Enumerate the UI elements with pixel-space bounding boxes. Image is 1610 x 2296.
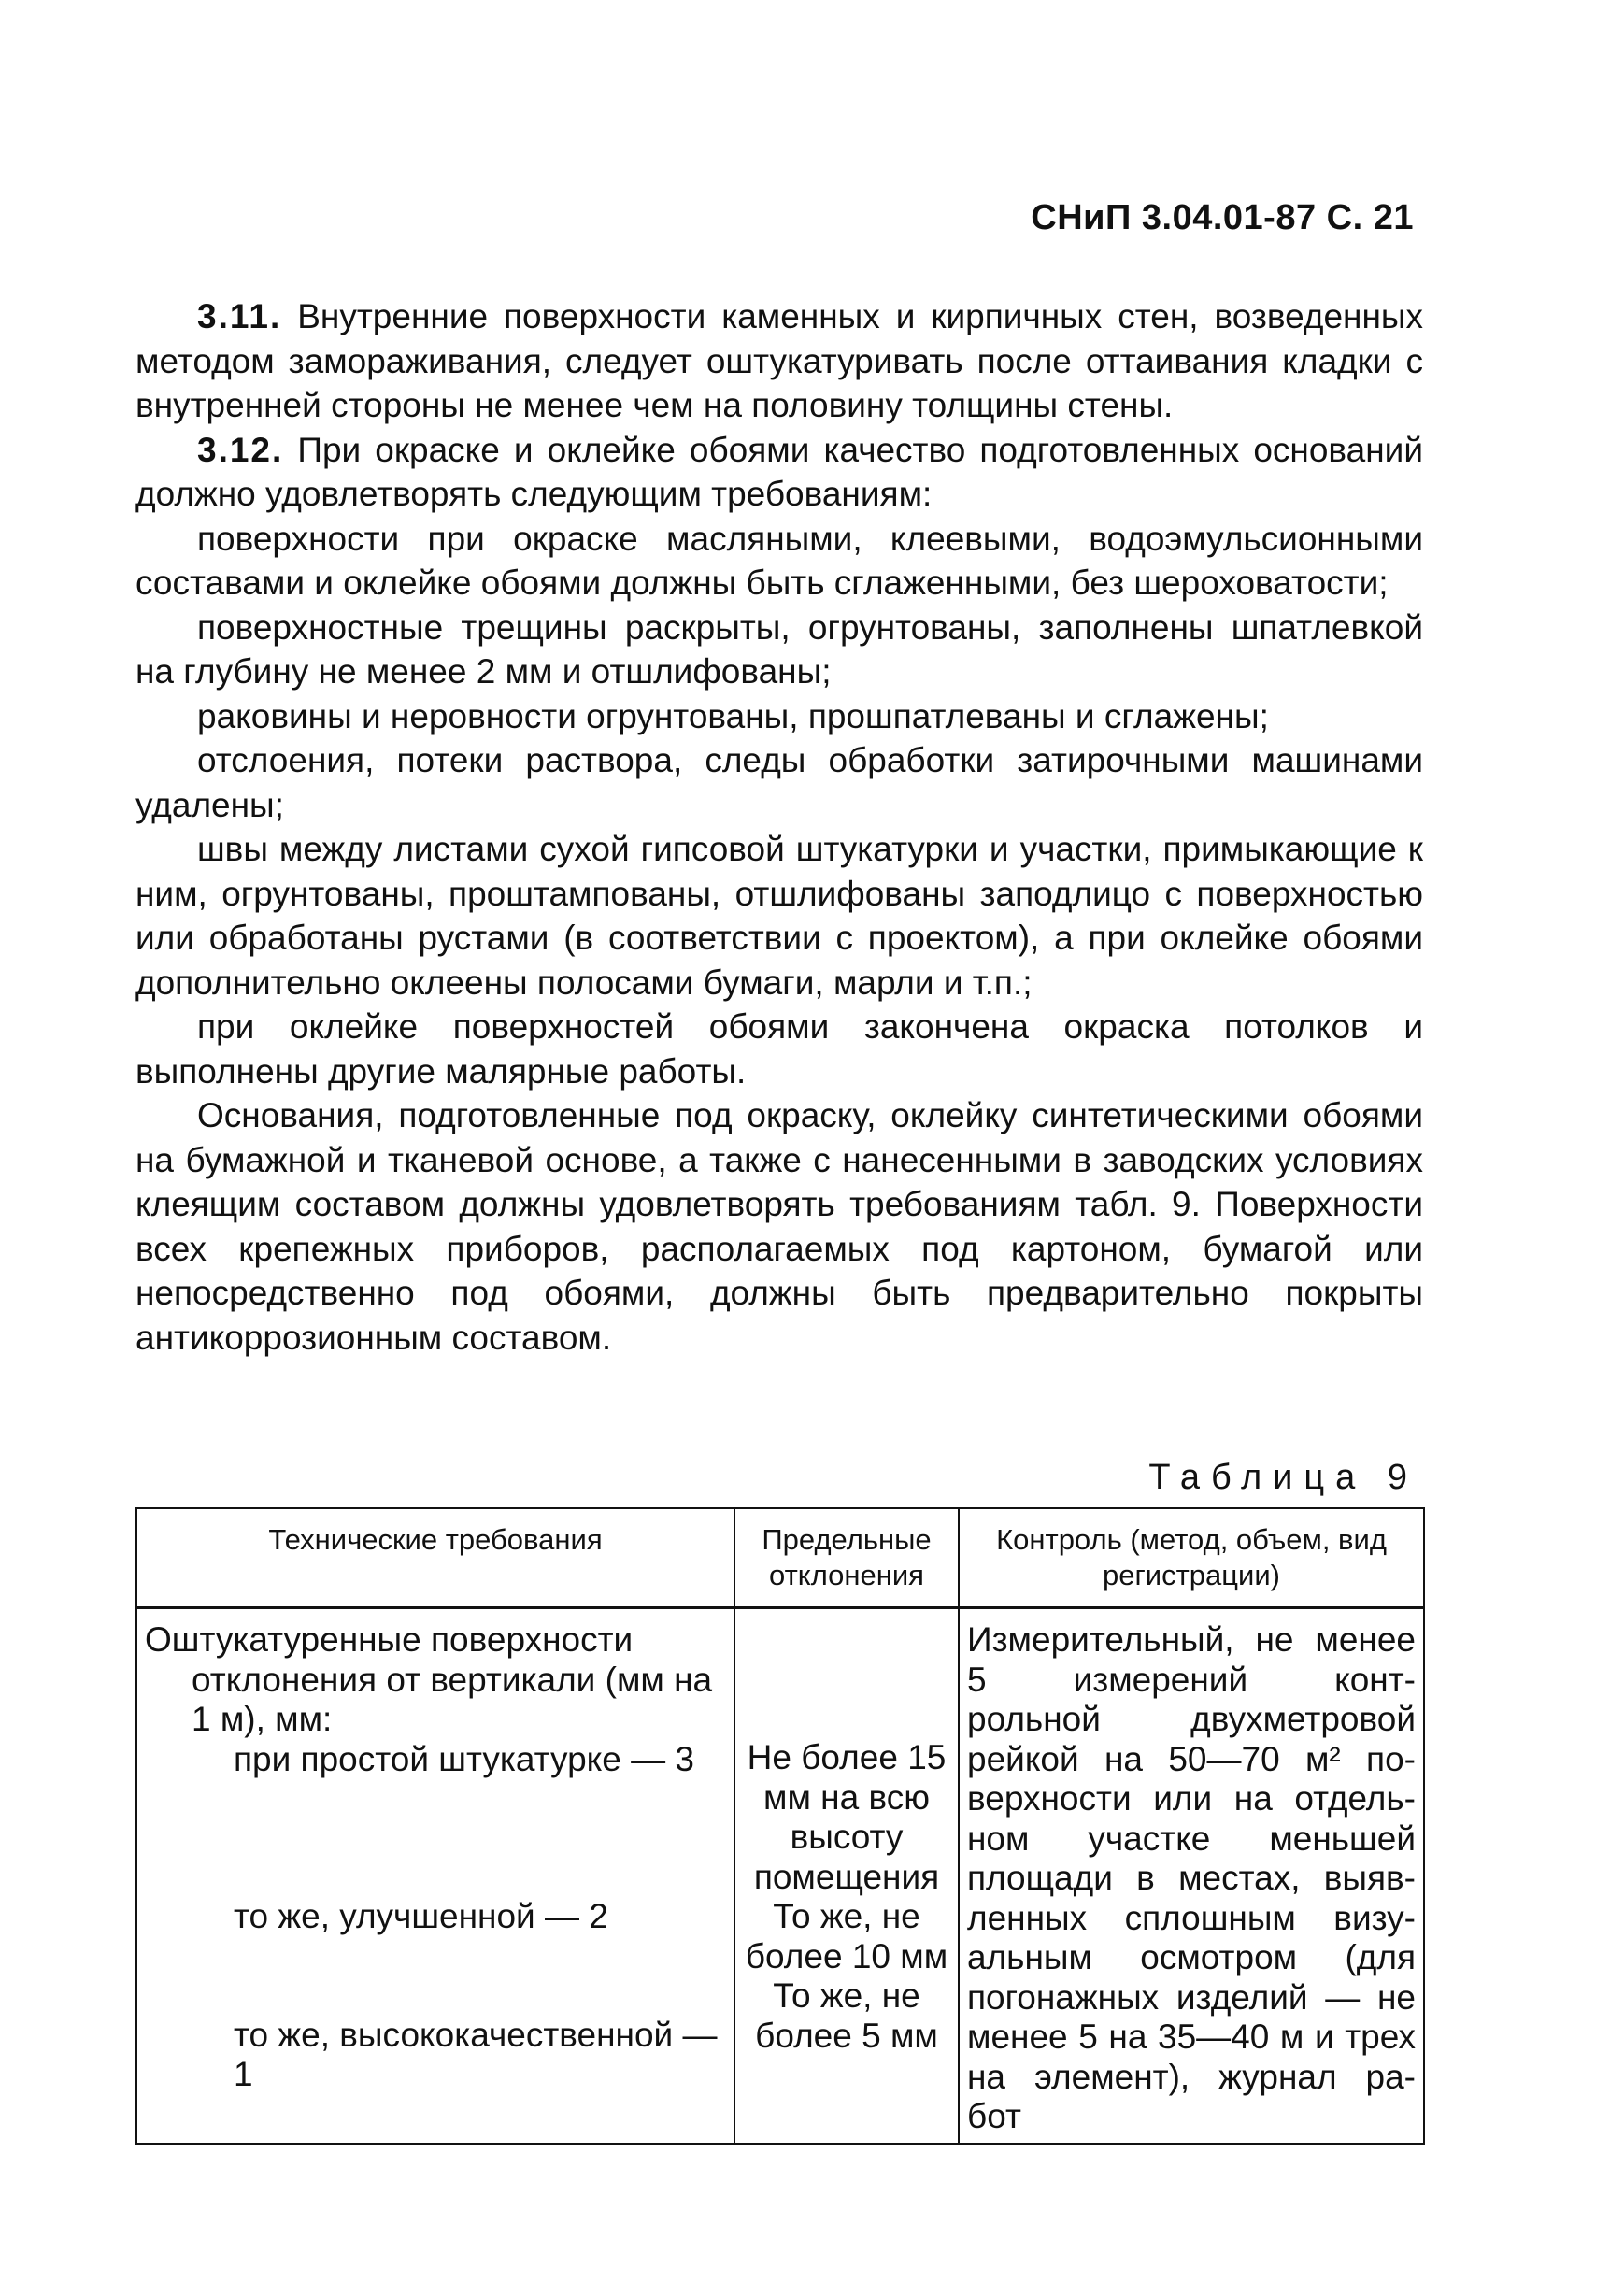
table-caption: Таблица 9 <box>1148 1458 1418 1497</box>
requirement-item: швы между листами сухой гипсовой штукатурки и участки, примыкающие к ним, огрунтованы, проштампованы, отшлифованы заподлицо с поверхностью или обработаны рустами (в соответствии с проектом), а при оклейке обоями дополнительно оклеены полосами бумаги, марли и т.п.; <box>135 830 1423 1002</box>
requirement-item: то же, улучшенной — 2 <box>234 1897 608 1935</box>
table-header-row <box>136 1508 1424 1608</box>
control-line: бот <box>967 2097 1021 2135</box>
header-deviations: Предельные отклонения <box>734 1508 959 1608</box>
requirement-item: раковины и неровности огрунтованы, прошпатлеваны и сглажены; <box>197 696 1269 735</box>
requirement-item: то же, высококачественной — 1 <box>234 2015 718 2093</box>
body-text <box>135 294 1423 1360</box>
control-line: 5 измерений конт- <box>967 1660 1416 1699</box>
requirement-item: при оклейке поверхностей обоями закончена окраска потолков и выполнены другие малярные работы. <box>135 1007 1423 1091</box>
running-title: СНиП 3.04.01-87 С. 21 <box>1031 198 1414 237</box>
table-row <box>136 1608 1424 2144</box>
paragraph-text: При окраске и оклейке обоями качество подготовленных оснований должно удовлетворять следующим требованиям: <box>135 430 1423 513</box>
control-line: Измерительный, не менее <box>967 1620 1416 1659</box>
control-line: рейкой на 50—70 м² по- <box>967 1739 1416 1778</box>
deviation-value: То же, не более 10 мм <box>745 1897 948 1975</box>
paragraph-3-12 <box>135 428 1423 517</box>
control-line: рольной двухметровой <box>967 1700 1416 1738</box>
requirements-cell <box>136 1608 734 2144</box>
deviation-value: Не более 15 мм на всю высоту помещения <box>747 1738 947 1896</box>
control-line: площади в местах, выяв- <box>967 1859 1416 1897</box>
section-number: 3.11. <box>197 297 282 335</box>
requirement-subtitle: отклонения от вертикали (мм на 1 м), мм: <box>192 1660 713 1738</box>
header-requirements: Технические требования <box>136 1508 734 1608</box>
control-line: альным осмотром (для <box>967 1938 1416 1976</box>
control-line: ленных сплошным визу- <box>967 1898 1416 1937</box>
requirements-table <box>135 1507 1425 2145</box>
requirement-title: Оштукатуренные поверхности <box>145 1620 634 1659</box>
deviation-value: То же, не более 5 мм <box>755 1976 938 2055</box>
control-line: ном участке меньшей <box>967 1818 1416 1858</box>
control-cell <box>959 1608 1424 2144</box>
paragraph-bases: Основания, подготовленные под окраску, оклейку синтетическими обоями на бумажной и тканевой основе, а также с нанесенными в заводских условиях клеящим составом должны удовлетворять требованиям табл. 9. Поверхности всех крепежных приборов, располагаемых под картоном, бумагой или непосредственно под обоями, должны быть предварительно покрыты антикоррозионным составом. <box>135 1096 1423 1357</box>
header-control: Контроль (метод, объем, вид регистрации) <box>959 1508 1424 1608</box>
requirement-item: поверхности при окраске масляными, клеевыми, водоэмульсионными составами и оклейке обоями должны быть сглаженными, без шероховатости; <box>135 519 1423 602</box>
control-line: на элемент), журнал ра- <box>967 2057 1416 2096</box>
section-number: 3.12. <box>197 430 284 469</box>
requirement-item: поверхностные трещины раскрыты, огрунтованы, заполнены шпатлевкой на глубину не менее 2 мм и отшлифованы; <box>135 607 1423 691</box>
requirement-item: отслоения, потеки раствора, следы обработки затирочными машинами удалены; <box>135 741 1423 824</box>
requirement-item: при простой штукатурке — 3 <box>234 1739 694 1778</box>
deviations-cell <box>734 1608 959 2144</box>
paragraph-3-11 <box>135 294 1423 428</box>
paragraph-text: Внутренние поверхности каменных и кирпичных стен, возведенных методом замораживания, следует оштукатуривать после оттаивания кладки с внутренней стороны не менее чем на половину толщины стены. <box>135 297 1423 424</box>
control-line: погонажных изделий — не <box>967 1977 1416 2017</box>
control-line: менее 5 на 35—40 м и трех <box>967 2018 1416 2056</box>
control-line: верхности или на отдель- <box>967 1779 1416 1818</box>
